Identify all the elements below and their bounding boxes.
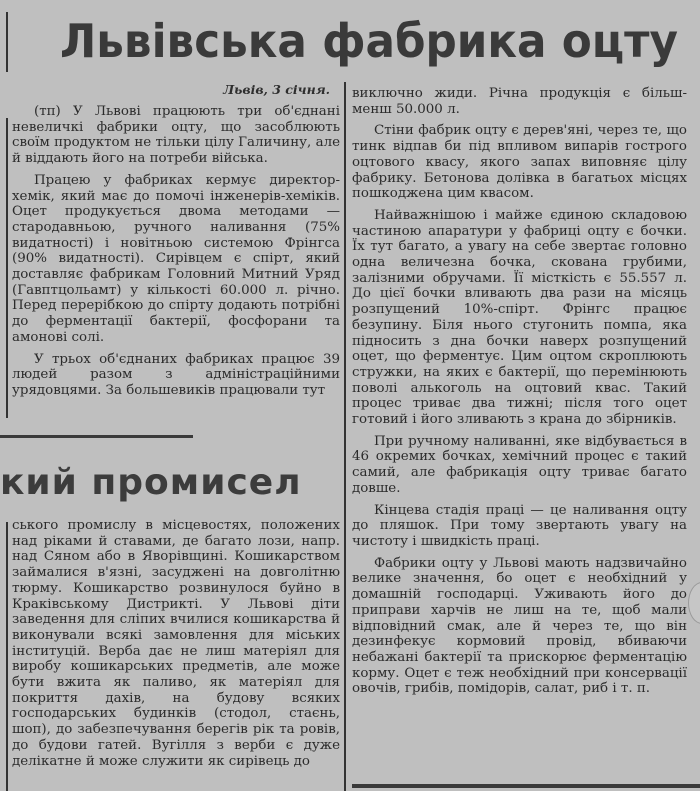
second-article-column [12, 518, 340, 775]
binding-hole [688, 582, 700, 624]
paragraph: Фабрики оцту у Львові мають надзвичайно велике значення, бо оцет є необхідний у домашній господарці. Уживають його до приправи харчів не лиш на те, щоб мали відповідний смак, але й через те, що він дезинфекує кормовий провід, вбиваючи небажані бактерії та прискорює ферментацію корму. Оцет є теж необхідний при консервації овочів, грибів, помідорів, салат, риб і т. п. [352, 555, 687, 697]
right-column [352, 86, 687, 703]
bottom-rule [352, 784, 700, 788]
second-article-headline: кий промисел [0, 462, 302, 503]
paragraph: виключно жиди. Річна продукція є більш-менш 50.000 л. [352, 86, 687, 117]
paragraph: При ручному наливанні, яке відбувається в 46 окремих бочках, хемічний процес є такий самий, але фабрикація оцту триває багато довше. [352, 433, 687, 496]
paragraph: Працею у фабриках кермує директор-хемік, який має до помочі інженерів-хеміків. Оцет продукується двома методами — стародавньою, ручного наливання (75% видатності) і новітньою системою Фрінгса (90% видатності). Сирівцем є спірт, який доставляє фабрикам Головний Митний Уряд (Гавптцольамт) у кількості 60.000 л. річно. Перед перерібкою до спірту додають потрібні до ферментації бактерії, фосфорани та амонові солі. [12, 172, 340, 345]
paragraph: У трьох об'єднаних фабриках працює 39 людей разом з адміністраційними урядовцями. За большевиків працювали тут [12, 351, 340, 398]
left-column [12, 104, 340, 405]
left-margin-rule [6, 12, 8, 72]
article-separator-rule [0, 435, 193, 438]
left-margin-rule-bottom [6, 522, 8, 791]
paragraph: (тп) У Львові працюють три об'єднані невеличкі фабрики оцту, що засоблюють своїм продуктом не тільки цілу Галичину, але й віддають його на потреби війська. [12, 104, 340, 167]
paragraph: Найважнішою і майже єдиною складовою частиною апаратури у фабриці оцту є бочки. Їх тут багато, а увагу на себе звертає головно одна величезна бочка, скована грубими, залізними обручами. Її місткість є 55.557 л. До цієї бочки вливають два рази на місяць розпущений 10%-спірт. Фрінгс працює безупину. Біля нього стугонить помпа, яка підносить з дна бочки наверх розпущений оцет, що ферментує. Цим оцтом скроплюють стружки, на яких є бактерії, що перемінюють поволі алькоголь на оцтовий квас. Такий процес триває два тижні; після того оцет готовий і його зливають з крана до збірників. [352, 207, 687, 428]
column-divider [344, 82, 346, 791]
left-margin-rule-lower [6, 118, 8, 418]
paragraph: Кінцева стадія праці — це наливання оцту до пляшок. При тому звертають увагу на чистоту і швидкість праці. [352, 502, 687, 549]
paragraph: Стіни фабрик оцту є дерев'яні, через те, що тинк відпав би під впливом випарів гострого оцтового квасу, якого запах виповняє цілу фабрику. Бетонова долівка в багатьох місцях пошкоджена цим квасом. [352, 123, 687, 202]
dateline: Львів, 3 січня. [223, 82, 330, 97]
paragraph: ського промислу в місцевостях, положених над ріками й ставами, де багато лози, напр. над Сяном або в Яворівщині. Кошикарством займалися в'язні, засуджені на довголітню тюрму. Кошикарство розвинулося буйно в Краківському Дистрикті. У Львові діти заведення для сліпих вчилися кошикарства й виконували всякі замовлення для міських інституцій. Верба дає не лиш матеріял для виробу кошикарських предметів, але може бути вжита як паливо, як матеріял для покриття дахів, на будову всяких господарських будинків (стодол, стаєнь, шоп), до забезпечування берегів рік та ровів, до будови гатей. Вугілля з верби є дуже делікатне й може служити як сирівець до [12, 518, 340, 769]
article-headline: Львівська фабрика оцту [60, 14, 678, 68]
